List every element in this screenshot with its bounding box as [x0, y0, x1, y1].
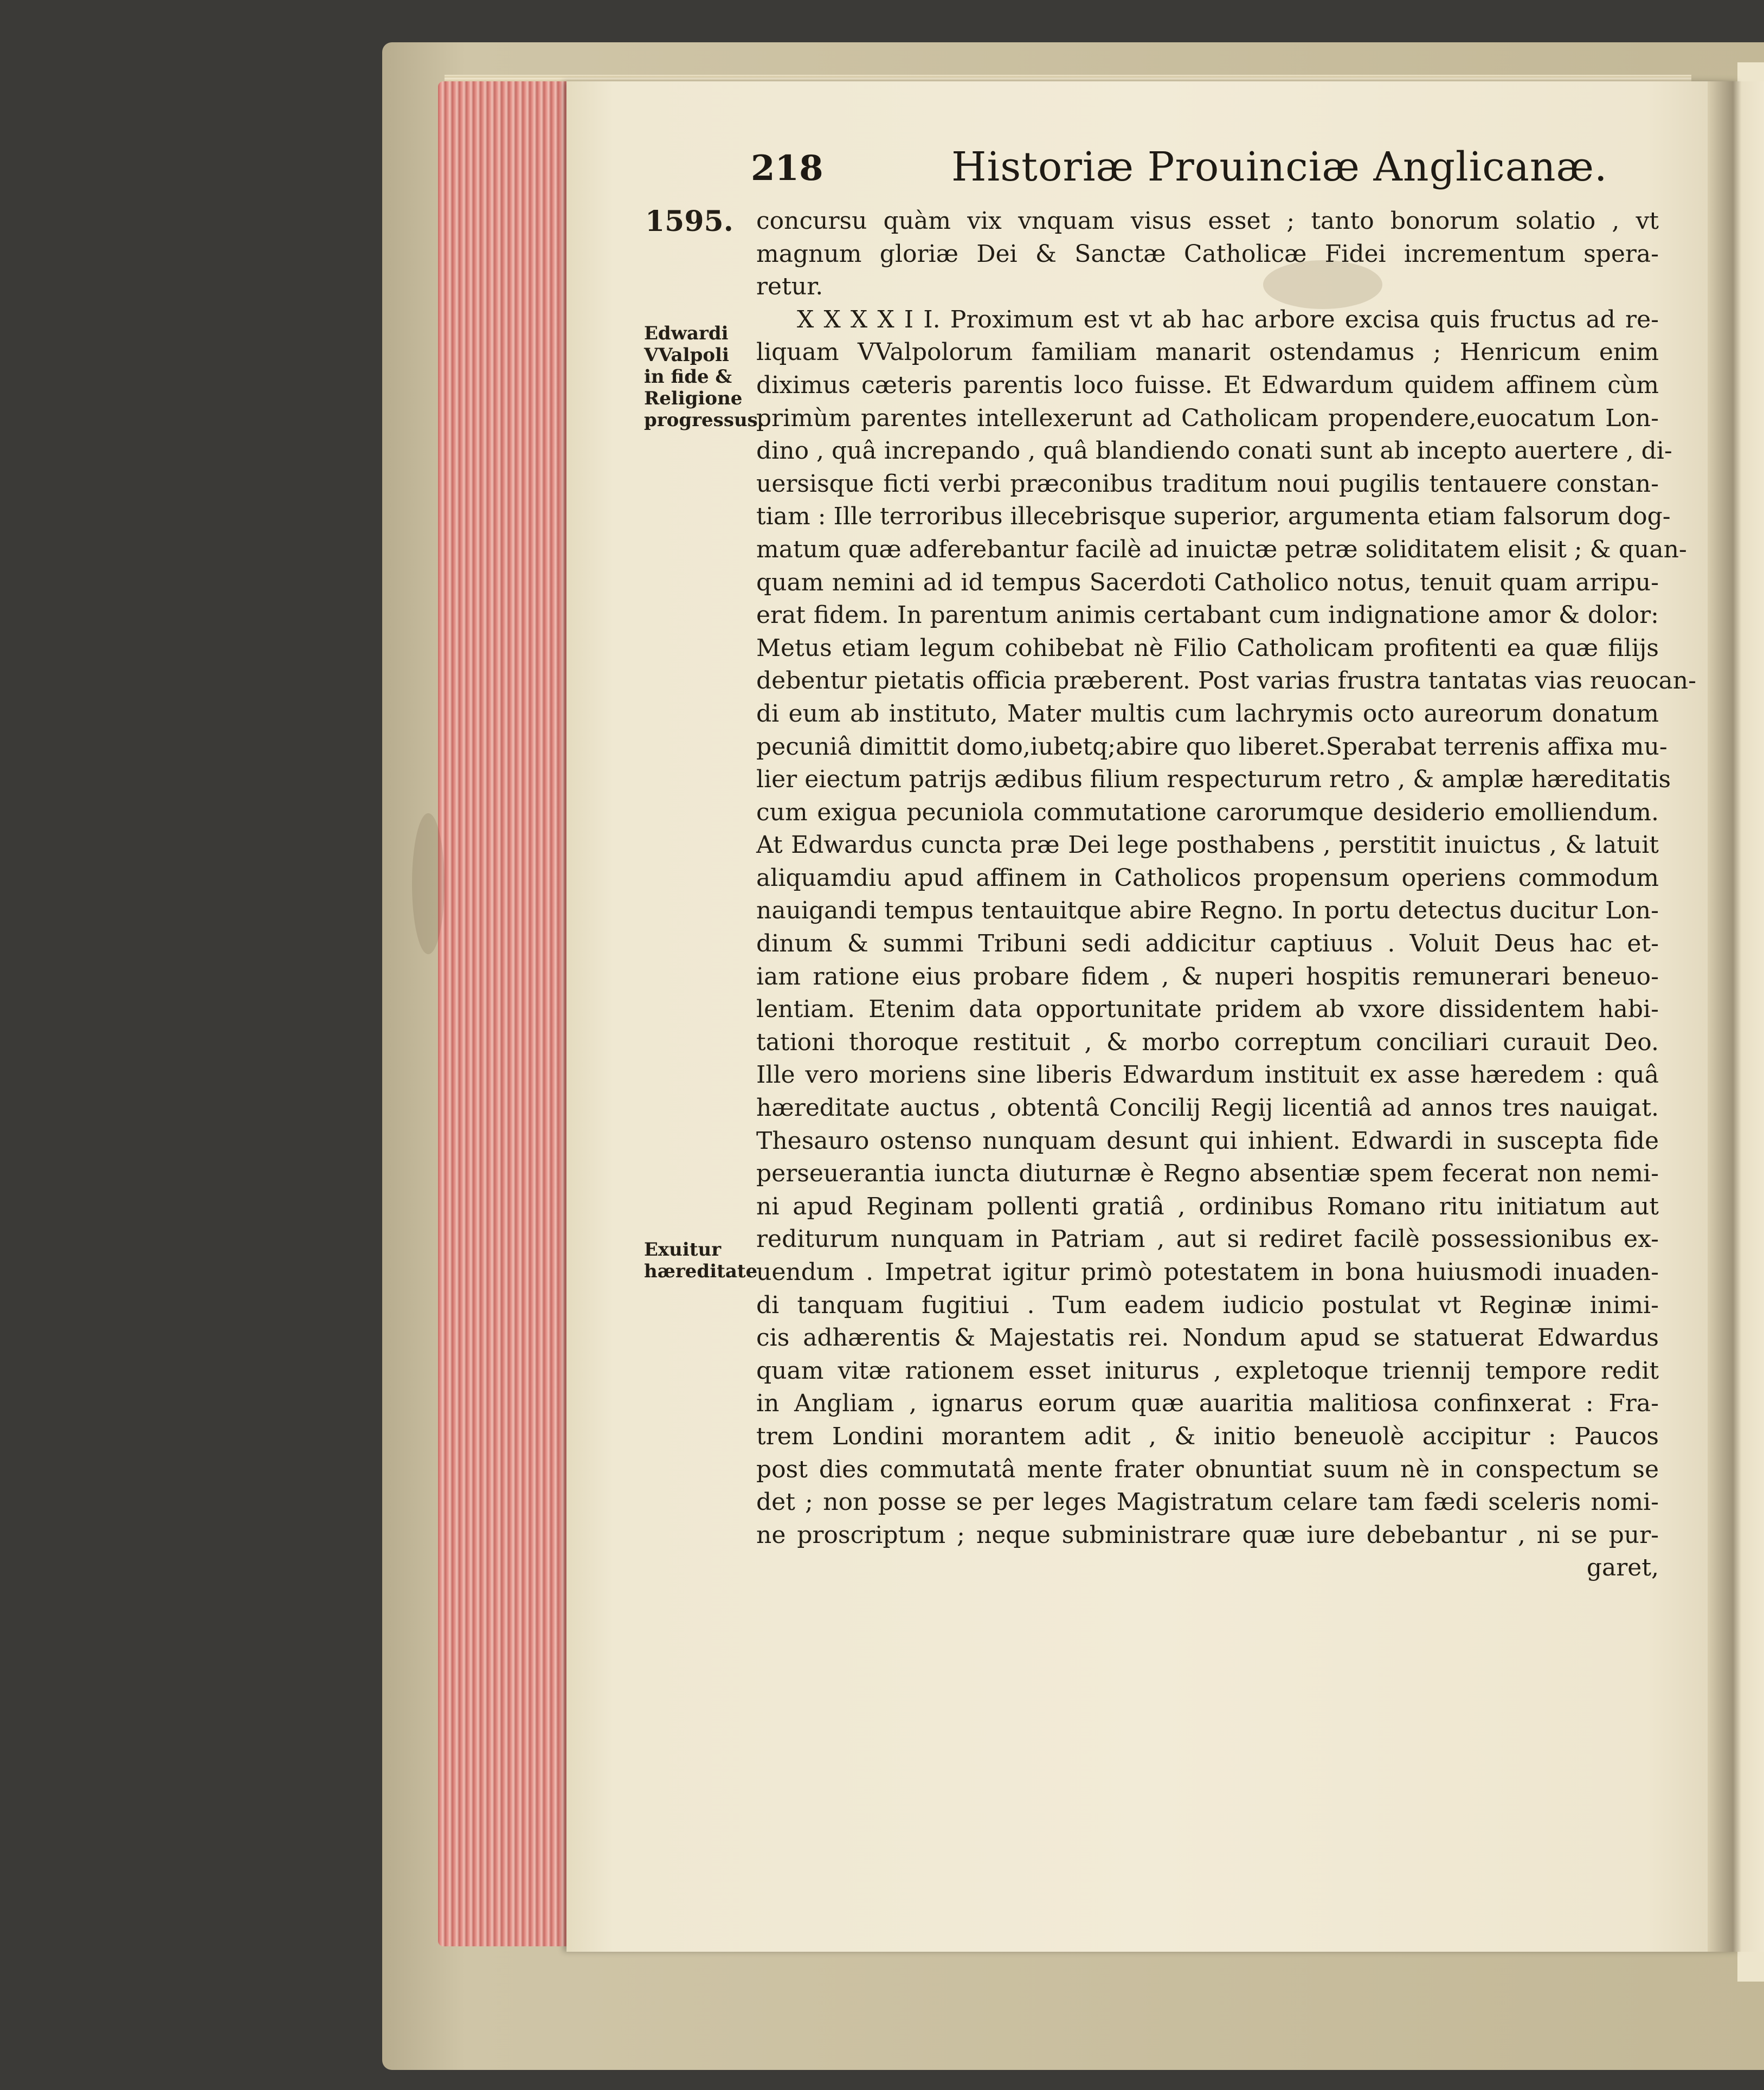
text-line: pecuniâ dimittit domo,iubetq;abire quo liberet.Sperabat terrenis affixa mu-	[756, 732, 1668, 761]
text-line: uendum . Impetrat igitur primò potestatem in bona huiusmodi inuaden-	[756, 1258, 1659, 1286]
margin-note-edwardi	[644, 323, 764, 431]
text-line: Ille vero moriens sine liberis Edwardum instituit ex asse hæredem : quâ	[756, 1061, 1659, 1089]
text-line: aliquamdiu apud affinem in Catholicos propensum operiens commodum	[756, 864, 1659, 892]
text-line: cis adhærentis & Majestatis rei. Nondum apud se statuerat Edwardus	[756, 1324, 1659, 1352]
text-line: quam nemini ad id tempus Sacerdoti Catholico notus, tenuit quam arripu-	[756, 568, 1659, 596]
text-line: lier eiectum patrijs ædibus filium respecturum retro , & amplæ hæreditatis	[756, 766, 1671, 794]
margin-note-line: progressus.	[644, 409, 764, 431]
text-line: dino , quâ increpando , quâ blandiendo conati sunt ab incepto auertere , di-	[756, 437, 1672, 465]
text-line: ne proscriptum ; neque subministrare quæ iure debebantur , ni se pur-	[756, 1521, 1659, 1549]
text-line: concursu quàm vix vnquam visus esset ; tanto bonorum solatio , vt	[756, 207, 1659, 235]
text-line: uersisque ficti verbi præconibus traditum noui pugilis tentauere constan-	[756, 470, 1659, 498]
running-head	[751, 144, 1608, 195]
text-line: ni apud Reginam pollenti gratiâ , ordinibus Romano ritu initiatum aut	[756, 1192, 1659, 1220]
margin-note-exuitur	[644, 1239, 757, 1282]
text-line: diximus cæteris parentis loco fuisse. Et Edwardum quidem affinem cùm	[756, 371, 1659, 399]
text-line: X X X X I I. Proximum est vt ab hac arbore excisa quis fructus ad re-	[797, 305, 1659, 333]
page-edges-red	[438, 81, 584, 1946]
text-line: quam vitæ rationem esset initurus , expletoque triennij tempore redit	[756, 1356, 1659, 1385]
text-line: Metus etiam legum cohibebat nè Filio Catholicam profitenti ea quæ filijs	[756, 634, 1659, 662]
text-line: lentiam. Etenim data opportunitate pridem ab vxore dissidentem habi-	[756, 995, 1659, 1024]
text-line: debentur pietatis officia præberent. Post varias frustra tantatas vias reuocan-	[756, 667, 1696, 695]
text-line: matum quæ adferebantur facilè ad inuictæ petræ soliditatem elisit ; & quan-	[756, 535, 1687, 563]
text-line: trem Londini morantem adit , & initio beneuolè accipitur : Paucos	[756, 1422, 1659, 1450]
text-line: perseuerantia iuncta diuturnæ è Regno absentiæ spem fecerat non nemi-	[756, 1160, 1659, 1188]
text-line: di tanquam fugitiui . Tum eadem iudicio postulat vt Reginæ inimi-	[756, 1291, 1659, 1319]
text-line: magnum gloriæ Dei & Sanctæ Catholicæ Fidei incrementum spera-	[756, 240, 1659, 268]
running-title: Historiæ Prouinciæ Anglicanæ.	[951, 144, 1608, 190]
margin-note-line: VValpoli	[644, 344, 729, 366]
book-gutter	[1708, 81, 1764, 1952]
text-line: dinum & summi Tribuni sedi addicitur captiuus . Voluit Deus hac et-	[756, 930, 1659, 958]
text-line: nauigandi tempus tentauitque abire Regno. In portu detectus ducitur Lon-	[756, 897, 1659, 925]
text-line: di eum ab instituto, Mater multis cum lachrymis octo aureorum donatum	[756, 699, 1659, 728]
text-line: erat fidem. In parentum animis certabant cum indignatione amor & dolor:	[756, 601, 1659, 629]
text-line: in Angliam , ignarus eorum quæ auaritia malitiosa confinxerat : Fra-	[756, 1390, 1659, 1418]
body-text	[756, 205, 1696, 1585]
margin-note-line: Exuitur	[644, 1239, 722, 1261]
text-line: det ; non posse se per leges Magistratum celare tam fædi sceleris nomi-	[756, 1488, 1659, 1516]
text-line: hæreditate auctus , obtentâ Concilij Regij licentiâ ad annos tres nauigat.	[756, 1094, 1659, 1122]
margin-note-line: Edwardi	[644, 323, 729, 344]
text-line: cum exigua pecuniola commutatione carorumque desiderio emolliendum.	[756, 798, 1659, 826]
text-line: rediturum nunquam in Patriam , aut si rediret facilè possessionibus ex-	[756, 1225, 1659, 1253]
text-line: liquam VValpolorum familiam manarit ostendamus ; Henricum enim	[756, 338, 1659, 366]
margin-note-line: hæreditate	[644, 1261, 758, 1282]
text-line: iam ratione eius probare fidem , & nuperi hospitis remunerari beneuo-	[756, 962, 1659, 991]
margin-note-line: Religione	[644, 388, 743, 409]
text-line: tiam : Ille terroribus illecebrisque superior, argumenta etiam falsorum dog-	[756, 503, 1671, 531]
text-line: retur.	[756, 273, 823, 301]
text-line: Thesauro ostenso nunquam desunt qui inhient. Edwardi in suscepta fide	[756, 1127, 1659, 1155]
margin-note-line: in fide &	[644, 366, 732, 388]
text-line: At Edwardus cuncta præ Dei lege posthabens , perstitit inuictus , & latuit	[756, 831, 1659, 859]
page-number: 218	[751, 148, 823, 189]
text-line: post dies commutatâ mente frater obnuntiat suum nè in conspectum se	[756, 1455, 1659, 1483]
text-line: tationi thoroque restituit , & morbo correptum conciliari curauit Deo.	[756, 1028, 1659, 1056]
catchword: garet,	[1586, 1554, 1659, 1582]
margin-year: 1595.	[645, 205, 733, 238]
text-line: primùm parentes intellexerunt ad Catholicam propendere,euocatum Lon-	[756, 404, 1659, 432]
cover-stain	[412, 813, 445, 954]
